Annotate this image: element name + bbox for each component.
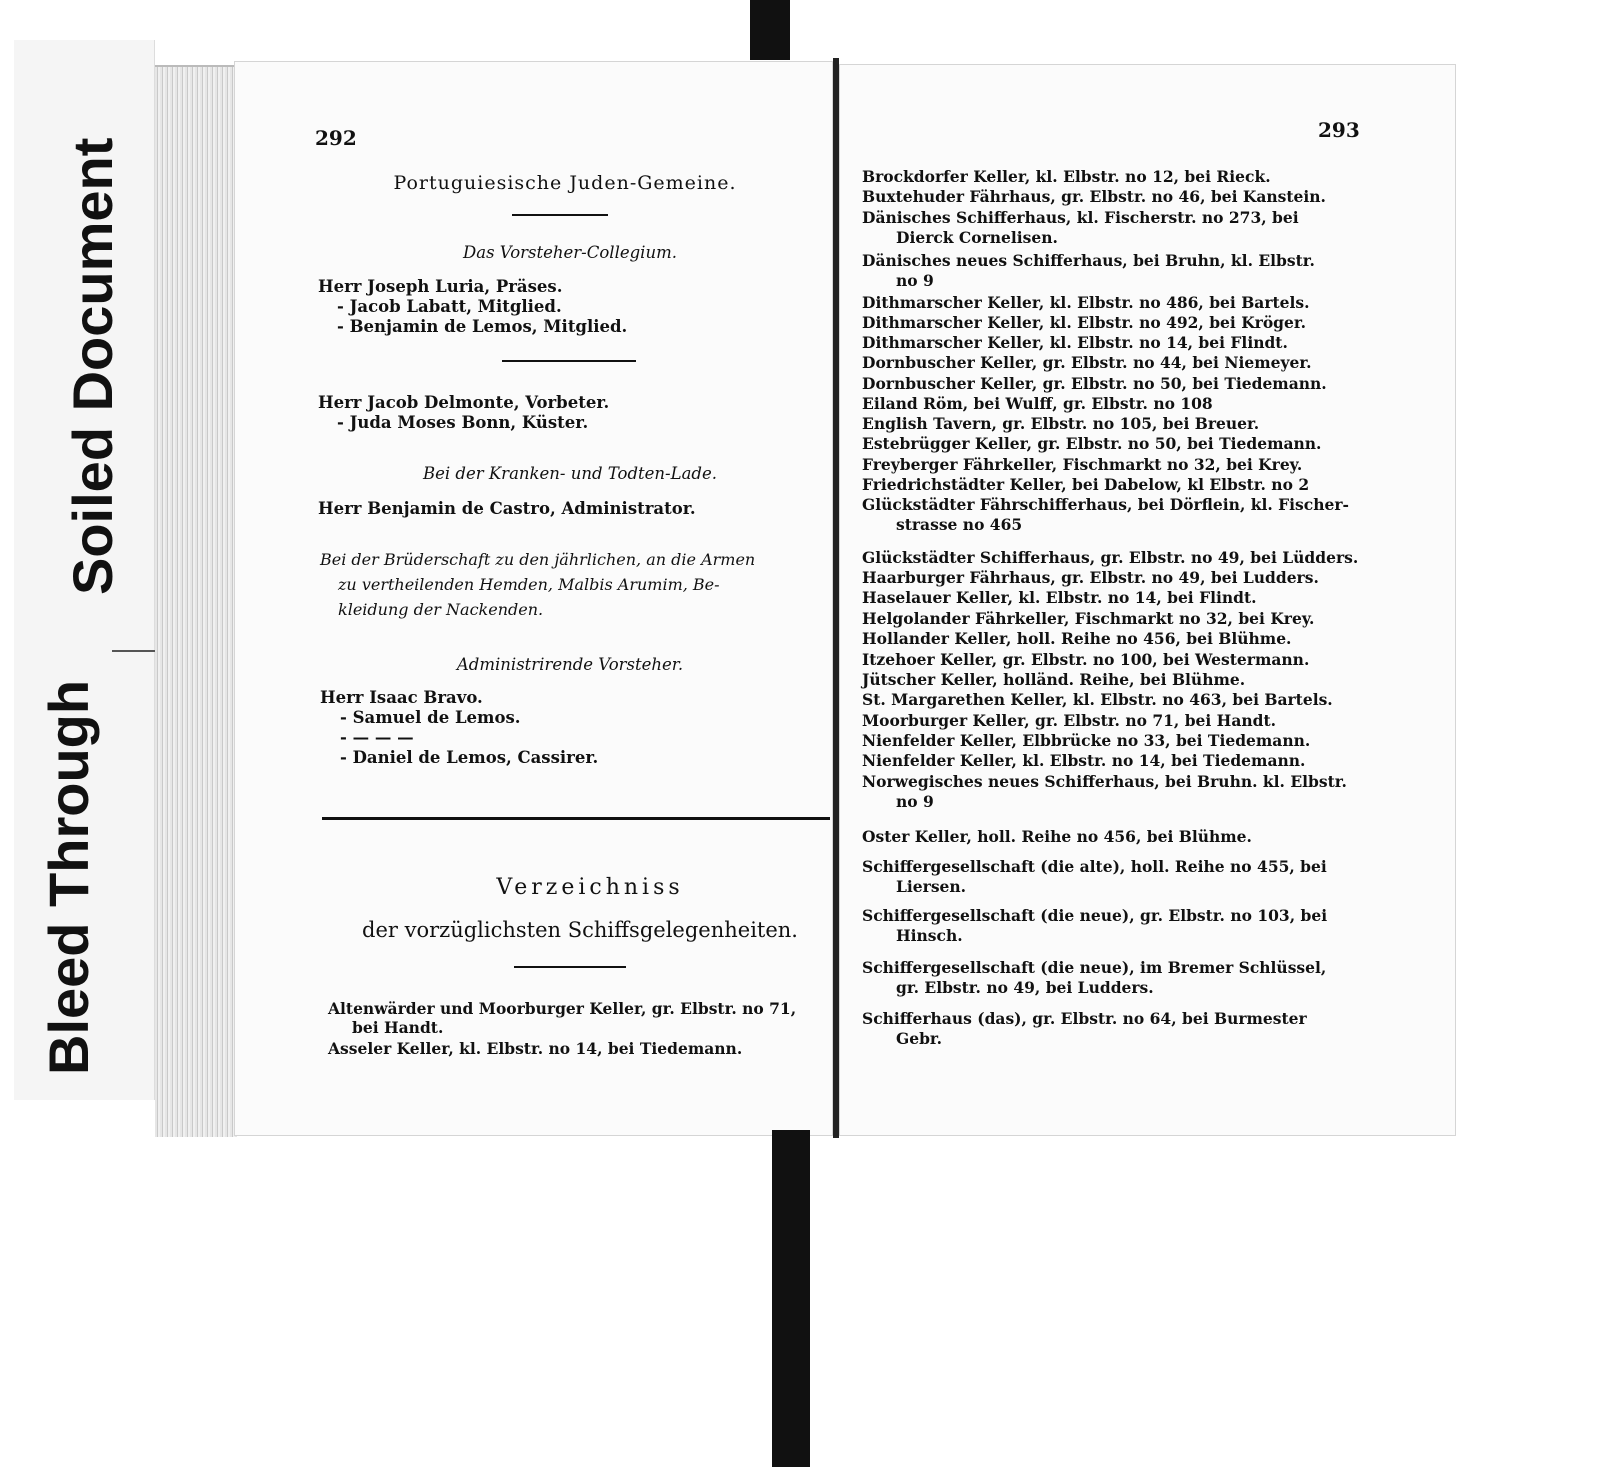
entry-25: Nienfelder Keller, Elbbrücke no 33, bei Tiedemann. — [862, 731, 1311, 750]
entry-21: Itzehoer Keller, gr. Elbstr. no 100, bei Westermann. — [862, 650, 1310, 669]
admin-member-3: - — — — — [340, 728, 414, 747]
admin-title: Administrirende Vorsteher. — [456, 655, 684, 674]
entry-3: Dänisches Schifferhaus, kl. Fischerstr. no 273, bei Dierck Cornelisen. — [862, 208, 1299, 247]
entry-2: Buxtehuder Fährhaus, gr. Elbstr. no 46, bei Kanstein. — [862, 187, 1326, 206]
entry-32: Schifferhaus (das), gr. Elbstr. no 64, bei Burmester Gebr. — [862, 1009, 1307, 1048]
bruderschaft-line-1: Bei der Brüderschaft zu den jährlichen, an die Armen — [320, 550, 756, 569]
entry-30: Schiffergesellschaft (die neue), gr. Elbstr. no 103, bei Hinsch. — [862, 906, 1328, 945]
book-page-edges — [155, 65, 237, 1137]
left-page-number: 292 — [315, 126, 357, 150]
collegium-member-2: - Jacob Labatt, Mitglied. — [337, 297, 562, 316]
entry-8: Dornbuscher Keller, gr. Elbstr. no 44, bei Niemeyer. — [862, 353, 1312, 372]
community-heading: Portuguiesische Juden-Gemeine. — [393, 172, 737, 194]
bruderschaft-line-2: zu vertheilenden Hemden, Malbis Arumim, Be- — [338, 575, 720, 594]
entry-24: Moorburger Keller, gr. Elbstr. no 71, bei Handt. — [862, 711, 1277, 730]
entry-1: Brockdorfer Keller, kl. Elbstr. no 12, bei Rieck. — [862, 167, 1271, 186]
entry-29: Schiffergesellschaft (die alte), holl. Reihe no 455, bei Liersen. — [862, 857, 1327, 896]
entry-16: Glückstädter Schifferhaus, gr. Elbstr. no 49, bei Lüdders. — [862, 548, 1359, 567]
entry-17: Haarburger Fährhaus, gr. Elbstr. no 49, bei Ludders. — [862, 568, 1319, 587]
binding-strip-bottom — [772, 1130, 810, 1467]
entry-19: Helgolander Fährkeller, Fischmarkt no 32, bei Krey. — [862, 609, 1315, 628]
bruderschaft-line-3: kleidung der Nackenden. — [338, 600, 544, 619]
verzeichnis-subtitle: der vorzüglichsten Schiffsgelegenheiten. — [362, 918, 798, 942]
collegium-member-3: - Benjamin de Lemos, Mitglied. — [337, 317, 628, 336]
entry-5: Dithmarscher Keller, kl. Elbstr. no 486, bei Bartels. — [862, 293, 1310, 312]
kranken-title: Bei der Kranken- und Todten-Lade. — [422, 464, 717, 483]
entry-11: English Tavern, gr. Elbstr. no 105, bei Breuer. — [862, 414, 1260, 433]
entry-26: Nienfelder Keller, kl. Elbstr. no 14, bei Tiedemann. — [862, 751, 1306, 770]
ship-entry-1-cont: bei Handt. — [352, 1018, 444, 1037]
entry-6: Dithmarscher Keller, kl. Elbstr. no 492, bei Kröger. — [862, 313, 1307, 332]
entry-20: Hollander Keller, holl. Reihe no 456, bei Blühme. — [862, 629, 1292, 648]
admin-member-2: - Samuel de Lemos. — [340, 708, 521, 727]
watermark-bleed-through: Bleed Through — [37, 679, 100, 1075]
rule-2 — [502, 360, 636, 362]
entry-13: Freyberger Fährkeller, Fischmarkt no 32, bei Krey. — [862, 455, 1303, 474]
watermark-soiled-document: Soiled Document — [61, 137, 124, 595]
ship-entry-2: Asseler Keller, kl. Elbstr. no 14, bei Tiedemann. — [328, 1039, 743, 1058]
binding-strip-top — [750, 0, 790, 60]
collegium-title: Das Vorsteher-Collegium. — [463, 243, 677, 262]
entry-28: Oster Keller, holl. Reihe no 456, bei Blühme. — [862, 827, 1252, 846]
kranken-administrator: Herr Benjamin de Castro, Administrator. — [318, 499, 696, 518]
rule-1 — [512, 214, 608, 216]
section-rule — [322, 817, 830, 820]
staff-kuester: - Juda Moses Bonn, Küster. — [337, 413, 589, 432]
entry-31: Schiffergesellschaft (die neue), im Bremer Schlüssel, gr. Elbstr. no 49, bei Ludders. — [862, 958, 1327, 997]
entry-23: St. Margarethen Keller, kl. Elbstr. no 463, bei Bartels. — [862, 690, 1333, 709]
entry-14: Friedrichstädter Keller, bei Dabelow, kl Elbstr. no 2 — [862, 475, 1310, 494]
entry-15: Glückstädter Fährschifferhaus, bei Dörflein, kl. Fischer- strasse no 465 — [862, 495, 1349, 534]
admin-member-1: Herr Isaac Bravo. — [320, 688, 483, 707]
entry-22: Jütscher Keller, holländ. Reihe, bei Blühme. — [862, 670, 1246, 689]
entry-27: Norwegisches neues Schifferhaus, bei Bruhn. kl. Elbstr. no 9 — [862, 772, 1347, 811]
collegium-member-1: Herr Joseph Luria, Präses. — [318, 277, 563, 296]
ship-entry-1: Altenwärder und Moorburger Keller, gr. Elbstr. no 71, — [328, 999, 797, 1018]
entry-10: Eiland Röm, bei Wulff, gr. Elbstr. no 108 — [862, 394, 1213, 413]
entry-12: Estebrügger Keller, gr. Elbstr. no 50, bei Tiedemann. — [862, 434, 1322, 453]
verzeichnis-title: Verzeichniss — [496, 875, 684, 900]
entry-7: Dithmarscher Keller, kl. Elbstr. no 14, bei Flindt. — [862, 333, 1288, 352]
right-page-number: 293 — [1318, 118, 1360, 142]
rule-3 — [514, 966, 626, 968]
left-page — [235, 62, 832, 1135]
admin-member-4: - Daniel de Lemos, Cassirer. — [340, 748, 599, 767]
book-spine — [833, 58, 839, 1138]
entry-4: Dänisches neues Schifferhaus, bei Bruhn, kl. Elbstr. no 9 — [862, 251, 1315, 290]
entry-9: Dornbuscher Keller, gr. Elbstr. no 50, bei Tiedemann. — [862, 374, 1327, 393]
entry-18: Haselauer Keller, kl. Elbstr. no 14, bei Flindt. — [862, 588, 1257, 607]
staff-vorbeter: Herr Jacob Delmonte, Vorbeter. — [318, 393, 610, 412]
